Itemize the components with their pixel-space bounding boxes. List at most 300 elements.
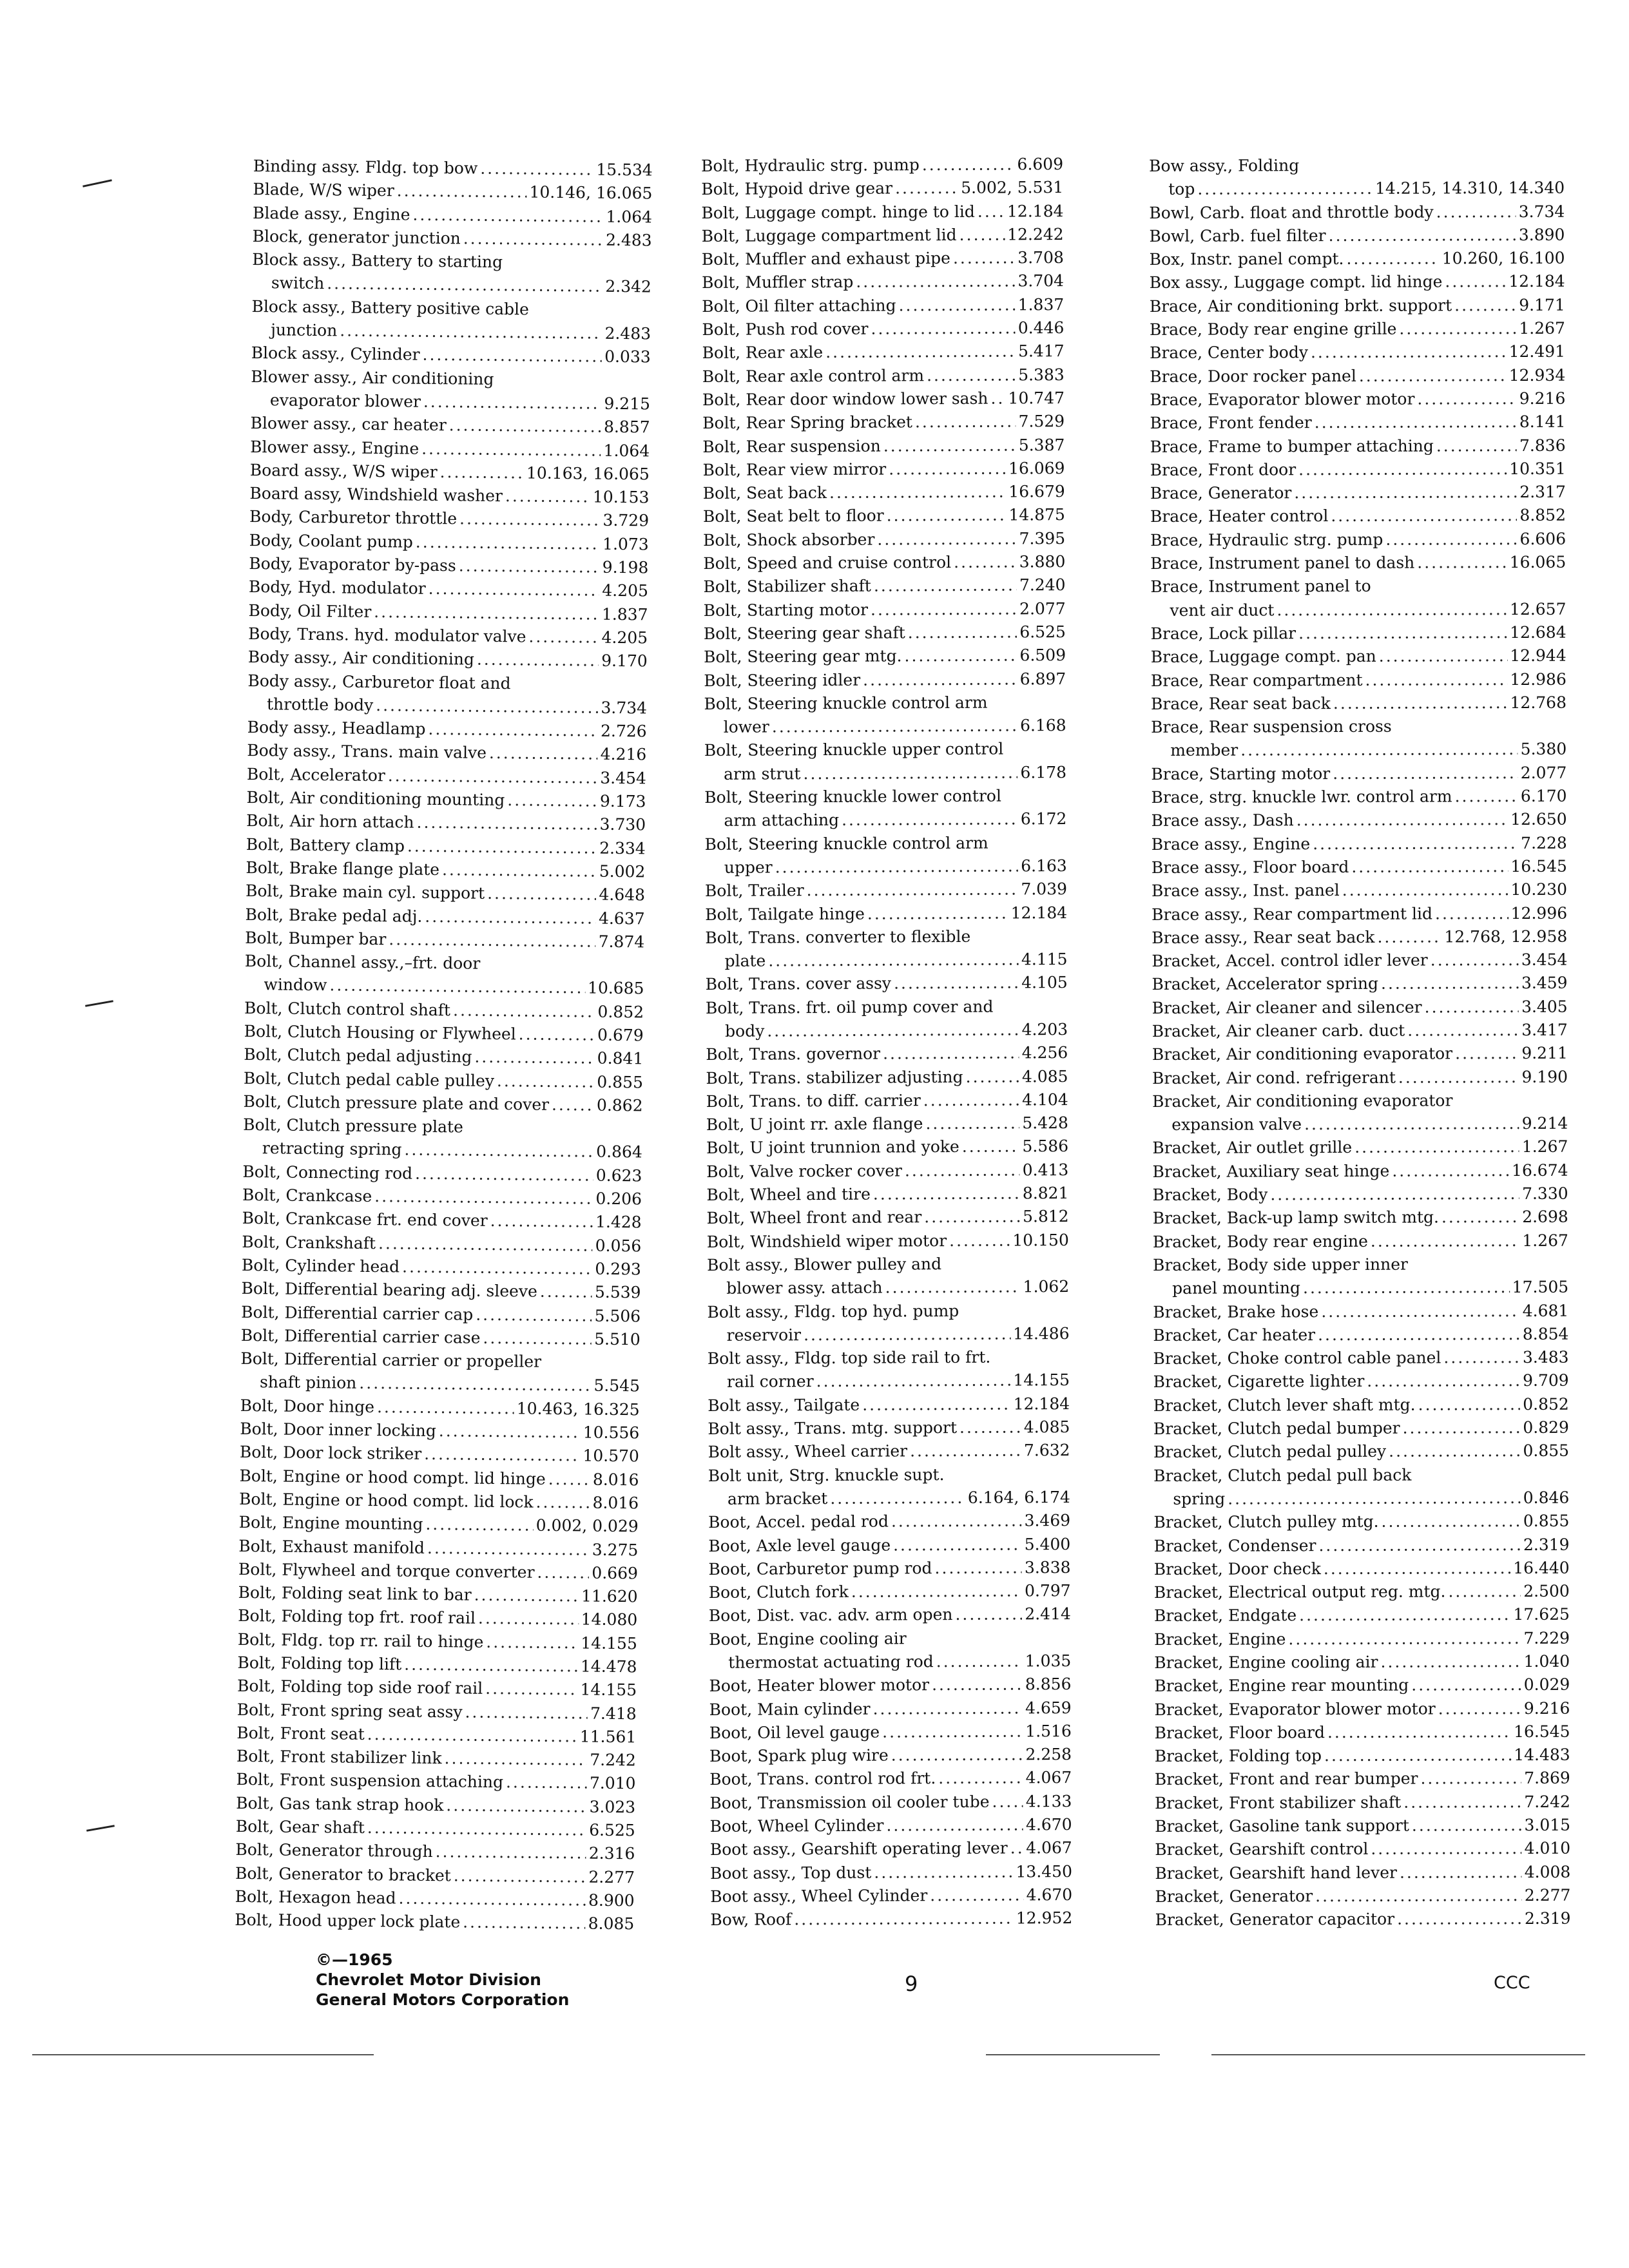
entry-title: Bracket, Clutch pedal bumper [1153,1418,1400,1439]
dot-leader [1425,995,1519,1019]
entry-reference: 2.726 [600,721,647,741]
entry-reference: 0.855 [597,1072,644,1091]
entry-reference: 16.674 [1511,1160,1568,1180]
entry-reference: 16.679 [1008,482,1065,501]
entry-title: Boot assy., Top dust [709,1863,872,1883]
entry-reference: 2.319 [1523,1535,1570,1554]
entry-reference: 3.469 [1024,1511,1071,1530]
dot-leader [1438,1697,1521,1721]
entry-reference: 6.525 [1019,622,1066,642]
entry-title: Body, Trans. hyd. modulator valve [248,624,526,646]
entry-title: Bolt, Steering knuckle lower control [704,786,1001,807]
entry-title: Bolt, Flywheel and torque converter [238,1559,535,1582]
entry-title: Bolt, Stabilizer shaft [703,576,872,597]
index-entry [703,573,1065,599]
index-entry [1153,1439,1569,1465]
index-entry [235,1908,634,1936]
dot-leader [883,434,1016,457]
entry-title: Bolt, Trans. stabilizer adjusting [706,1067,963,1088]
index-entry [704,691,1066,740]
entry-reference: 1.040 [1523,1651,1570,1671]
dot-leader [416,530,601,555]
entry-reference: 12.242 [1007,224,1064,244]
entry-title: Bolt, Engine or hood compt. lid lock [238,1489,534,1512]
entry-title: Bolt assy., Tailgate [708,1395,860,1415]
dot-leader [497,1070,595,1094]
entry-reference: 9.216 [1523,1698,1570,1718]
entry-title: Bolt, Brake pedal adj. [245,905,423,926]
entry-reference: 0.293 [595,1259,642,1279]
dot-leader [959,223,1005,247]
dot-leader [915,410,1016,434]
index-entry [1152,901,1567,927]
index-entry [1150,363,1565,389]
dot-leader [872,1696,1023,1721]
index-entry [704,668,1066,693]
entry-reference: 10.570 [583,1446,640,1466]
index-entry [1152,808,1567,833]
entry-title: Bracket, Generator [1155,1887,1313,1906]
dot-leader [548,1468,591,1492]
dot-leader [936,1649,1023,1673]
entry-title: Bracket, Endgate [1153,1606,1297,1626]
entry-reference: 9.171 [1519,295,1565,314]
entry-reference: 3.729 [602,511,650,530]
dot-leader [424,1443,581,1468]
index-entry [1150,551,1566,576]
entry-title: Bracket, Engine rear mounting [1154,1675,1409,1696]
dot-leader [1454,294,1516,318]
dot-leader [932,1673,1023,1697]
entry-title: Blower assy., Engine [250,437,419,458]
entry-title: Brace, Hydraulic strg. pump [1150,530,1383,550]
entry-reference: 7.418 [590,1704,637,1723]
dot-leader [1397,1907,1522,1931]
entry-title: Bolt, Hydraulic strg. pump [701,155,920,175]
entry-continuation: throttle body [266,695,374,715]
entry-continuation: top [1168,180,1195,199]
entry-title: Bolt, Trailer [704,881,804,901]
entry-reference: 0.056 [595,1236,642,1256]
entry-reference: 3.708 [1017,248,1064,267]
entry-title: Bolt, Rear view mirror [702,459,887,479]
entry-title: Brace, Body rear engine grille [1149,319,1397,340]
entry-title: Bolt, Steering gear shaft [703,623,905,643]
dot-leader [376,694,599,720]
index-entry [1154,1626,1570,1651]
entry-title: Bolt, Trans. converter to flexible [705,927,971,947]
index-entry [1152,948,1567,974]
entry-title: Bolt, Generator to bracket [235,1863,451,1885]
index-entry [701,200,1063,225]
entry-reference: 0.864 [596,1142,642,1162]
entry-title: Boot, Accel. pedal rod [708,1512,889,1532]
index-entry [1151,715,1566,763]
entry-title: Bolt, Luggage compt. hinge to lid [701,202,975,222]
entry-title: Bolt, Clutch control shaft [244,998,451,1019]
dot-leader [874,1860,1013,1884]
entry-title: Body assy., Trans. main valve [247,741,487,763]
entry-reference: 9.211 [1521,1044,1568,1063]
index-entry [703,550,1065,575]
index-entry [704,737,1066,786]
dot-leader [404,1653,578,1678]
entry-title: Bolt, Exhaust manifold [238,1536,425,1557]
entry-title: Bolt, Gear shaft [235,1816,365,1838]
dot-leader [1197,177,1373,201]
index-entry [1150,434,1566,459]
dot-leader [1277,598,1507,622]
entry-title: Bolt, Clutch pressure plate [243,1115,464,1137]
entry-title: Bow, Roof [710,1910,792,1930]
entry-reference: 1.428 [595,1213,642,1232]
entry-reference: 3.734 [601,698,648,718]
dot-leader [1402,1416,1520,1440]
entry-reference: 0.855 [1523,1441,1570,1461]
entry-title: Bracket, Choke control cable panel [1153,1348,1441,1369]
entry-title: Body, Oil Filter [248,601,372,621]
entry-reference: 4.115 [1021,950,1068,969]
entry-title: Bracket, Clutch lever shaft mtg. [1153,1395,1416,1415]
dot-leader [485,1677,578,1702]
entry-title: Bolt, U joint trunnion and yoke [706,1137,959,1158]
index-entry [243,1113,643,1164]
entry-reference: 6.178 [1020,762,1067,782]
entry-title: Brace, Heater control [1150,506,1329,526]
dot-leader [506,1771,587,1796]
dot-leader [1313,832,1518,856]
index-entry [710,1883,1072,1908]
entry-title: Bolt, Engine mounting [238,1513,423,1534]
entry-title: Bolt, Folding top frt. roof rail [238,1606,476,1628]
index-entry [710,1836,1072,1861]
dot-leader [1333,762,1518,785]
entry-title: Bracket, Front and rear bumper [1154,1769,1418,1789]
entry-title: Body, Coolant pump [249,530,414,552]
entry-title: Bolt, Steering gear mtg. [704,646,902,667]
index-entry [1153,1206,1568,1231]
entry-title: Brace, Rear compartment [1150,670,1363,690]
entry-reference: 2.483 [604,323,651,343]
index-entry [1153,1299,1568,1324]
entry-title: Block assy., Battery positive cable [251,296,530,319]
entry-reference: 12.184 [1007,201,1064,221]
entry-reference: 4.085 [1023,1418,1070,1437]
entry-reference: 4.133 [1025,1791,1072,1811]
index-entry [251,365,651,416]
dot-leader [327,273,602,299]
dot-leader [487,882,597,907]
entry-reference: 0.852 [597,1002,644,1022]
dot-leader [1398,1066,1519,1090]
dot-leader [359,1372,591,1398]
entry-title: Boot, Transmission oil cooler tube [709,1792,990,1812]
entry-title: Brace, Rear seat back [1150,693,1331,713]
dot-leader [923,1088,1020,1112]
index-entry [705,901,1067,927]
dot-leader [1318,1323,1520,1347]
entry-reference: 5.506 [594,1306,641,1325]
entry-reference: 16.440 [1513,1558,1570,1577]
index-entry [702,457,1065,482]
entry-reference: 8.857 [603,417,650,437]
entry-continuation: member [1170,740,1239,760]
dot-leader [1455,1042,1519,1066]
dot-leader [1399,317,1516,341]
dot-leader [1354,1135,1519,1159]
entry-title: Boot, Dist. vac. adv. arm open [708,1605,953,1626]
dot-leader [775,854,1019,879]
entry-title: Bolt, Windshield wiper motor [706,1231,947,1251]
entry-title: Bolt, Door inner locking [240,1419,437,1441]
dot-leader [490,1209,593,1234]
index-entry [1154,1557,1570,1582]
dot-leader [1288,1627,1521,1651]
index-entry [1152,972,1567,997]
entry-reference: 7.229 [1523,1628,1570,1648]
entry-reference: 9.170 [601,651,648,671]
dot-leader [1379,644,1508,668]
entry-reference: 9.709 [1523,1371,1569,1390]
entry-title: Body assy., Carburetor float and [247,671,511,693]
entry-title: Bolt, Crankcase frt. end cover [242,1209,488,1231]
dot-leader [1443,1346,1520,1370]
entry-title: Bolt, Crankcase [242,1185,372,1206]
entry-reference: 5.539 [594,1282,641,1302]
entry-title: Bolt, Rear Spring bracket [702,412,913,433]
entry-reference: 12.184 [1010,903,1068,922]
entry-reference: 5.380 [1520,740,1567,759]
index-entry [1150,340,1565,365]
entry-continuation: thermostat actuating rod [728,1652,934,1672]
dot-leader [1333,691,1508,715]
bottom-rule [986,2054,1160,2055]
entry-reference: 10.463, 16.325 [516,1399,640,1419]
dot-leader [367,1723,577,1749]
index-entry [1155,1907,1571,1932]
index-entry [1150,317,1565,342]
entry-title: Bolt, Generator through [235,1840,433,1861]
entry-title: Bolt, Accelerator [246,764,385,785]
entry-title: Brace, Front door [1150,460,1296,479]
dot-leader [1403,1791,1521,1814]
entry-reference: 0.846 [1523,1488,1570,1507]
entry-title: Bolt, Valve rocker cover [706,1161,902,1181]
entry-title: Brace, Rear suspension cross [1151,716,1392,737]
entry-title: Boot, Wheel Cylinder [709,1816,884,1836]
entry-title: Box, Instr. panel compt. [1149,249,1344,269]
index-entry [240,1347,641,1398]
index-entry [708,1416,1070,1441]
entry-title: Bolt, Wheel front and rear [706,1207,922,1228]
entry-reference: 4.205 [601,628,648,648]
entry-title: Bracket, Accelerator spring [1152,974,1379,994]
dot-leader [404,1139,593,1164]
index-entry [706,1158,1068,1184]
entry-reference: 7.010 [589,1774,636,1793]
dot-leader [862,1392,1011,1417]
entry-reference: 7.242 [1524,1792,1570,1811]
index-entry [701,176,1063,201]
entry-title: Body, Evaporator by-pass [249,554,456,575]
entry-reference: 4.104 [1022,1090,1068,1110]
index-entry [247,669,648,720]
entry-title: Bolt, Front spring seat assy [236,1700,463,1722]
entry-title: Bolt assy., Blower pulley and [706,1254,942,1274]
index-entry [1149,153,1565,202]
entry-title: Brace assy., Dash [1151,811,1294,831]
dot-leader [416,811,597,836]
entry-reference: 2.317 [1519,482,1566,502]
entry-title: Bolt, Battery clamp [246,834,405,856]
dot-leader [1331,504,1517,528]
entry-reference: 12.986 [1510,669,1566,689]
entry-title: Bolt, Differential carrier case [240,1325,481,1347]
entry-title: Body, Carburetor throttle [249,507,458,528]
entry-reference: 9.198 [602,557,649,577]
entry-reference: 13.450 [1016,1861,1073,1881]
entry-title: Bracket, Clutch pedal pulley [1153,1442,1387,1462]
division-line: Chevrolet Motor Division [316,1970,541,1989]
entry-reference: 4.670 [1025,1815,1072,1834]
entry-reference: 0.679 [597,1025,644,1045]
entry-title: Body, Hyd. modulator [248,577,426,599]
entry-title: Bolt, Brake main cyl. support [245,881,485,903]
index-entry [1150,410,1565,436]
entry-title: Boot, Oil level gauge [709,1722,880,1742]
index-entry [1150,387,1565,412]
index-entry [709,1720,1072,1745]
index-entry [708,1556,1070,1581]
entry-reference: 0.855 [1523,1511,1570,1531]
entry-reference: 4.010 [1524,1839,1571,1858]
entry-reference: 10.685 [587,978,644,998]
margin-mark [86,1825,115,1832]
entry-title: Brace, strg. knuckle lwr. control arm [1151,787,1452,807]
index-entry [1155,1884,1570,1909]
dot-leader [429,577,600,602]
entry-reference: 12.684 [1510,622,1566,642]
entry-reference: 0.841 [597,1048,644,1068]
entry-reference: 10.153 [592,487,650,507]
index-entry [705,925,1067,974]
dot-leader [871,317,1016,341]
entry-reference: 7.869 [1524,1769,1570,1788]
entry-title: Bolt, Cylinder head [241,1255,400,1276]
dot-leader [966,1065,1020,1089]
dot-leader [978,200,1005,224]
entry-title: Bracket, Air cond. refrigerant [1152,1068,1396,1088]
index-entry [706,1041,1068,1066]
index-entry [1155,1837,1570,1862]
entry-reference: 4.067 [1025,1768,1072,1787]
entry-reference: 10.146, 16.065 [529,182,653,203]
copyright-line: ©—1965 [316,1950,393,1969]
dot-leader [1321,1300,1520,1323]
dot-leader [1435,902,1509,926]
entry-reference: 5.387 [1018,435,1065,454]
dot-leader [463,1911,586,1936]
entry-reference: 6.509 [1019,646,1066,665]
entry-reference: 7.242 [590,1750,637,1770]
page-code: CCC [1494,1973,1530,1993]
dot-leader [885,1276,1021,1300]
dot-leader [459,508,601,533]
dot-leader [374,1185,593,1211]
index-entry [708,1439,1070,1464]
entry-reference: 5.002, 5.531 [961,178,1064,198]
dot-leader [955,1603,1022,1627]
entry-title: Bolt, Clutch Housing or Flywheel [244,1021,516,1044]
entry-continuation: shaft pinion [259,1372,357,1393]
dot-leader [378,1232,593,1258]
entry-title: Bracket, Gearshift control [1155,1840,1369,1860]
dot-leader [768,948,1019,973]
entry-reference: 2.258 [1025,1745,1072,1764]
entry-reference: 2.698 [1522,1207,1568,1227]
index-entry [1154,1650,1570,1675]
index-column-1 [235,155,653,1936]
dot-leader [1377,925,1441,949]
dot-leader [924,1206,1020,1229]
index-entry [708,1509,1070,1534]
entry-title: Bracket, Body rear engine [1152,1231,1368,1251]
entry-reference: 10.260, 16.100 [1441,248,1565,268]
entry-title: Boot, Clutch fork [708,1582,849,1602]
entry-reference: 3.454 [600,768,647,788]
dot-leader [1436,200,1516,224]
entry-reference: 6.168 [1019,716,1066,735]
entry-reference: 1.837 [1017,294,1065,314]
index-entry [709,1579,1071,1604]
dot-leader [478,1607,579,1631]
index-entry [1150,294,1565,319]
index-entry [1154,1580,1570,1605]
index-entry [702,293,1064,318]
entry-reference: 12.184 [1013,1394,1070,1414]
entry-reference: 14.155 [1013,1370,1070,1390]
entry-reference: 3.880 [1019,552,1066,572]
entry-title: Bolt, Door hinge [240,1396,375,1416]
entry-title: Boot, Carburetor pump rod [708,1558,932,1579]
entry-reference: 4.008 [1524,1862,1571,1881]
entry-title: Bolt, Differential bearing adj. sleeve [241,1279,537,1301]
index-entry [709,1813,1072,1838]
dot-leader [1385,528,1517,552]
entry-reference: 3.417 [1521,1020,1568,1039]
index-entry [702,316,1064,341]
entry-title: Blower assy., Air conditioning [251,367,494,389]
index-entry [704,620,1066,646]
dot-leader [454,1864,586,1888]
entry-reference: 8.141 [1519,412,1566,432]
entry-title: Bolt, Seat belt to floor [702,506,884,526]
dot-leader [891,1510,1022,1533]
index-entry [710,1907,1072,1932]
entry-title: Brace assy., Rear seat back [1152,927,1375,947]
dot-leader [1351,855,1508,879]
dot-leader [428,718,598,743]
dot-leader [829,481,1006,505]
entry-reference: 3.405 [1521,997,1568,1016]
entry-title: Bracket, Engine cooling air [1154,1652,1378,1672]
dot-leader [423,390,602,416]
index-entry [1149,224,1565,249]
entry-reference: 7.632 [1023,1441,1070,1460]
index-entry [252,248,652,299]
entry-reference: 9.214 [1521,1113,1568,1133]
entry-title: Bracket, Floor board [1154,1722,1325,1742]
